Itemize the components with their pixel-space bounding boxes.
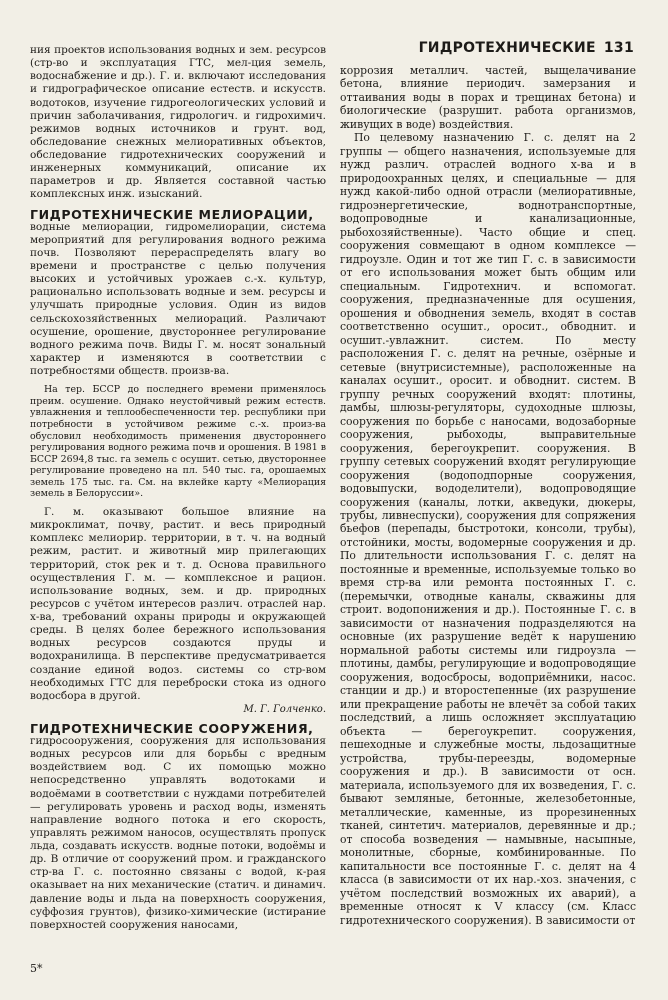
entry-heading-meliorations: ГИДРОТЕХНИЧЕСКИЕ МЕЛИОРАЦИИ,: [30, 206, 314, 222]
running-head-title: ГИДРОТЕХНИЧЕСКИЕ: [418, 40, 596, 56]
running-head: [419, 40, 634, 56]
continued-paragraph: ния проектов использования водных и зем. ресурсов (стр-во и эксплуатация ГТС, мел-ция земель, водоснабжение и др.). Г. и. включают исследования и гидрографическое описание естеств. и искусств. водотоков, изучение гидрогеологических условий и причин заболачивания, гидрологич. и гидрохимич. режимов водных источников и грунт. вод, обследование снежных мелиоративных объектов, обследование гидротехнических сооружений и инженерных коммуникаций, описание их параметров и др. Является составной частью комплексных инж. изысканий.: [30, 44, 326, 201]
entry-note-bssr: [30, 384, 326, 500]
right-column: [340, 64, 636, 927]
entry-heading-structures: ГИДРОТЕХНИЧЕСКИЕ СООРУЖЕНИЯ,: [30, 720, 314, 736]
page-number: 131: [603, 40, 634, 56]
folio-mark: 5*: [30, 962, 43, 975]
right-paragraph-1: коррозия металлич. частей, выщелачивание бетона, влияние периодич. замерзания и оттаивания воды в порах и трещинах бетона) и биологические (разрушит. работа организмов, живущих в воде) воздействия.: [340, 64, 636, 131]
entry-author: М. Г. Голченко.: [243, 703, 326, 715]
left-column: [30, 44, 326, 932]
entry-body-meliorations: водные мелиорации, гидромелиорации, система мероприятий для регулирования водного режима почв. Позволяют перераспределять влагу во времени и пространстве с целью получения высоких и устойчивых урожаев с.-х. культур, рационально использовать водные и зем. ресурсы и улучшать природные условия. Один из видов сельскохозяйственных мелиораций. Различают осушение, орошение, двустороннее регулирование водного режима почв. Виды Г. м. носят зональный характер и изменяются в соответствии с потребностями обществ. произв-ва.: [30, 220, 326, 377]
entry-note-text: На тер. БССР до последнего времени применялось преим. осушение. Однако неустойчивый режим естеств. увлажнения и теплообеспеченности тер. республики при потребности в устойчивом режиме с.-х. произ-ва обусловил необходимость применения двустороннего регулирования водного режима почв и орошения. В 1981 в БССР 2694,8 тыс. га земель с осушит. сетью, двустороннее регулирование проведено на пл. 540 тыс. га, орошаемых земель 175 тыс. га. См. на вклейке карту «Мелиорация земель в Белоруссии».: [30, 384, 326, 500]
right-paragraph-2: По целевому назначению Г. с. делят на 2 группы — общего назначения, используемые для нужд различ. отраслей водного х-ва и в природоохранных целях, и специальные — для нужд какой-либо одной отрасли (мелиоративные, гидроэнергетические, воднотранспортные, водопроводные и канализационные, рыбохозяйственные). Часто общие и спец. сооружения совмещают в одном комплексе — гидроузле. Один и тот же тип Г. с. в зависимости от его использования может быть общим или специальным. Гидротехнич. и вспомогат. сооружения, предназначенные для осушения, орошения и обводнения земель, входят в состав соответственно осушит., оросит., обводнит. и осушит.-увлажнит. систем. По месту расположения Г. с. делят на речные, озёрные и сетевые (внутрисистемные), расположенные на каналах осушит., оросит. и обводнит. систем. В группу речных сооружений входят: плотины, дамбы, шлюзы-регуляторы, судоходные шлюзы, сооружения по борьбе с наносами, водозаборные сооружения, рыбоходы, выправительные сооружения, берегоукрепит. сооружения. В группу сетевых сооружений входят регулирующие сооружения (водоподпорные сооружения, водовыпуски, вододелители), водопроводящие сооружения (каналы, лотки, акведуки, дюкеры, трубы, ливнеспуски), сооружения для сопряжения бьефов (перепады, быстротоки, консоли, трубы), отстойники, мосты, водомерные сооружения и др. По длительности использования Г. с. делят на постоянные и временные, используемые только во время стр-ва или ремонта постоянных Г. с. (перемычки, отводные каналы, скважины для строит. водопонижения и др.). Постоянные Г. с. в зависимости от назначения подразделяются на основные (их разрушение ведёт к нарушению нормальной работы системы или гидроузла — плотины, дамбы, регулирующие и водопроводящие сооружения, водосбросы, водоприёмники, насос. станции и др.) и второстепенные (их разрушение или прекращение работы не влечёт за собой таких последствий, а лишь осложняет эксплуатацию объекта — берегоукрепит. сооружения, пешеходные и служебные мосты, льдозащитные устройства, трубы-переезды, водомерные сооружения и др.). В зависимости от осн. материала, используемого для их возведения, Г. с. бывают земляные, бетонные, железобетонные, металлические, каменные, из прорезиненных тканей, синтетич. материалов, деревянные и др.; от способа возведения — намывные, насыпные, монолитные, сборные, комбинированные. По капитальности все постоянные Г. с. делят на 4 класса (в зависимости от их нар.-хоз. значения, с учётом последствий возможных их аварий), а временные относят к V классу (см. Класс гидротехнического сооружения). В зависимости от: [340, 131, 636, 927]
entry-body-structures: гидросооружения, сооружения для использования водных ресурсов или для борьбы с вредным воздействием вод. С их помощью можно непосредственно управлять водотоками и водоёмами в соответствии с нуждами потребителей — регулировать уровень и расход воды, изменять направление водного потока и его скорость, управлять режимом наносов, осуществлять пропуск льда, создавать искусств. водные потоки, водоёмы и др. В отличие от сооружений пром. и гражданского стр-ва Г. с. постоянно связаны с водой, к-рая оказывает на них механические (статич. и динамич. давление воды и льда на поверхность сооружения, суффозия грунтов), физико-химические (истирание поверхностей сооружения наносами,: [30, 735, 326, 931]
entry-tail-meliorations: Г. м. оказывают большое влияние на микроклимат, почву, растит. и весь природный комплекс мелиорир. территории, в т. ч. на водный режим, растит. и животный мир прилегающих территорий, сток рек и т. д. Основа правильного осуществления Г. м. — комплексное и рацион. использование водных, зем. и др. природных ресурсов с учётом интересов различ. отраслей нар. х-ва, требований охраны природы и окружающей среды. В целях более бережного использования водных ресурсов создаются пруды и водохранилища. В перспективе предусматривается создание единой водоз. системы со стр-вом необходимых ГТС для переброски стока из одного водосбора в другой.: [30, 506, 326, 702]
